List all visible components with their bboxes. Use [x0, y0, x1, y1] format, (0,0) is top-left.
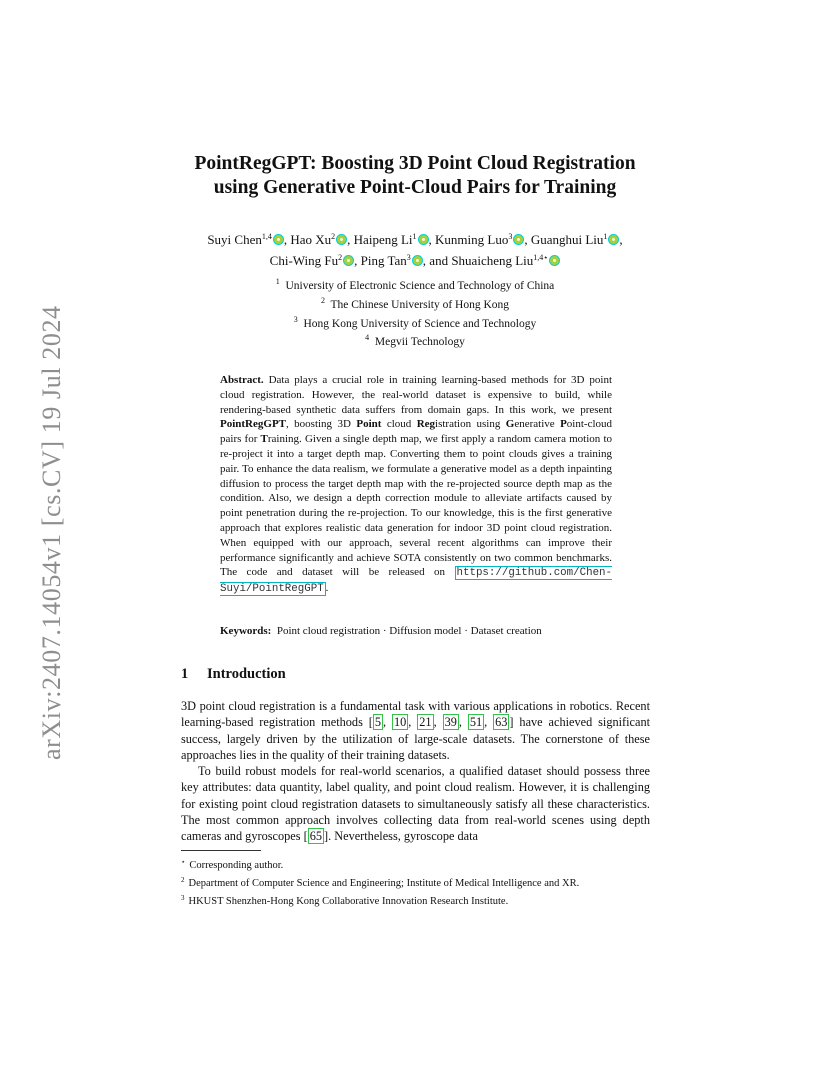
affiliation-name: Hong Kong University of Science and Technology: [303, 317, 537, 330]
paragraph: [181, 763, 650, 844]
abstract-text: oint-cloud pairs for: [220, 418, 613, 446]
affiliation: [160, 294, 670, 313]
acronym-letter: T: [260, 433, 268, 446]
author-name: Ping Tan: [360, 252, 407, 268]
author-affil-sup: 1: [603, 232, 608, 241]
footnote-text: Department of Computer Science and Engineering; Institute of Medical Intelligence and XR.: [188, 878, 580, 889]
author-list: [160, 228, 670, 269]
paragraph-text: To build robust models for real-world scenarios, a qualified dataset should possess three key attributes: data quantity, label quality, and point cloud realism. However, it is challenging for existing point cloud registration datasets to simultaneously satisfy all these characteristics. The most common approach involves collecting data from real-world scenes using depth cameras and gyroscopes [: [181, 764, 650, 844]
citation-link[interactable]: 65: [309, 829, 322, 844]
author-separator: ,: [428, 232, 432, 247]
paragraph: 3D point cloud registration is a fundamental task with various applications in robotics. Recent learning-based registration methods [ 5 , 10 , 21 , 39 , 51 , 63 ] have achieved significant success, largely driven by the utilization of large-scale datasets. The cornerstone of these approaches lies in the quality of their training datasets.: [181, 699, 651, 762]
keywords-list: Point cloud registration · Diffusion model · Dataset creation: [276, 625, 542, 637]
author-name: Guanghui Liu: [530, 232, 604, 247]
footnote-text: HKUST Shenzhen-Hong Kong Collaborative Innovation Research Institute.: [188, 896, 509, 907]
abstract-label: Abstract.: [220, 374, 264, 386]
acronym-letter: Point: [356, 418, 382, 431]
affiliation: [160, 331, 670, 350]
citation-link[interactable]: 63: [495, 715, 508, 730]
citation-link[interactable]: 10: [394, 715, 407, 730]
affiliation-name: University of Electronic Science and Technology of China: [285, 280, 555, 292]
footnote-divider: [181, 850, 261, 851]
paper-title: [160, 152, 670, 200]
author-name: Suyi Chen: [207, 232, 262, 247]
section-number: 1: [181, 666, 189, 682]
author-affil-sup: 3: [406, 252, 411, 262]
affiliation-number: 3: [293, 314, 298, 324]
citation-link[interactable]: 21: [419, 715, 432, 730]
keywords: [220, 624, 612, 639]
author-name: Haipeng Li: [353, 232, 413, 247]
affiliation-name: The Chinese University of Hong Kong: [330, 298, 510, 311]
footnote: [181, 891, 661, 909]
affiliation-name: Megvii Technology: [374, 336, 465, 349]
paragraph-text: ] have achieved significant success, largely driven by the utilization of large-scale datasets. The cornerstone of these approaches lies in the quality of their training datasets.: [181, 715, 651, 762]
author-name: Chi-Wing Fu: [269, 252, 339, 268]
author-separator: ,: [347, 232, 351, 247]
method-name: PointRegGPT: [220, 418, 286, 431]
title-line-1: PointRegGPT: Boosting 3D Point Cloud Registration: [194, 153, 636, 174]
paragraph-text: 3D point cloud registration is a fundamental task with various applications in robotics. Recent learning-based registration methods [: [181, 699, 650, 730]
citation-link[interactable]: 51: [469, 715, 483, 730]
author-separator: ,: [619, 232, 623, 247]
abstract-text: istration using: [435, 418, 506, 431]
author-separator: ,: [524, 232, 528, 247]
orcid-icon[interactable]: [343, 255, 354, 266]
affiliation: [160, 313, 670, 332]
abstract-text: , boosting 3D: [286, 418, 351, 431]
affiliation-number: 2: [320, 295, 325, 305]
orcid-icon[interactable]: [608, 234, 619, 245]
author-affil-sup: 2: [331, 232, 336, 241]
footnote: [181, 855, 661, 873]
affiliation-number: 4: [365, 333, 370, 343]
citation-link[interactable]: 5: [374, 715, 382, 730]
footnote-mark: 2: [181, 876, 185, 884]
orcid-icon[interactable]: [412, 255, 423, 266]
orcid-icon[interactable]: [513, 234, 524, 245]
author-affil-sup: 1,4: [261, 232, 272, 241]
author-affil-sup: 3: [508, 232, 513, 241]
footnotes: [181, 855, 661, 909]
author-line-1: [160, 228, 670, 249]
author-name: Hao Xu: [290, 232, 332, 247]
abstract-text: enerative: [514, 418, 555, 431]
section-heading: [181, 666, 286, 683]
abstract-text: Data plays a crucial role in training learning-based methods for 3D point cloud registration. However, the real-world dataset is expensive to build, while rendering-based synthetic data suffers from domain gaps. In this work, we present: [220, 374, 612, 416]
section-title: Introduction: [207, 666, 286, 682]
footnote: [181, 873, 661, 891]
footnote-mark: 3: [181, 894, 185, 902]
affiliation-number: 1: [275, 277, 280, 286]
abstract-text: Given a single depth map, we first apply a random camera motion to re-project it into a target depth map. Converting them to point clouds gives a training pair. To enhance the data realism, we formulate a generative model as a depth inpainting diffusion to process the target depth map with the re-projected source depth map as the condition. Also, we design a depth correction module to alleviate artifacts caused by point penetration during the re-projection. To our knowledge, this is the first generative approach that explores realistic data generation for indoor 3D point cloud registration. When equipped with our approach, several recent algorithms can improve their performance significantly and achieve SOTA consistently on two common benchmarks. The code and dataset will be released on: [220, 433, 613, 579]
body-text: [181, 698, 650, 845]
affiliation: [160, 275, 670, 294]
author-separator: , and: [422, 252, 449, 268]
author-affil-sup: 1: [412, 232, 417, 241]
orcid-icon[interactable]: [549, 255, 560, 266]
orcid-icon[interactable]: [336, 234, 347, 245]
abstract-text: cloud: [381, 418, 417, 431]
keywords-label: Keywords:: [220, 625, 272, 637]
author-separator: ,: [283, 232, 288, 247]
author-separator: ,: [354, 252, 358, 268]
abstract-text: raining.: [267, 433, 302, 446]
author-line-2: [160, 249, 670, 270]
title-line-2: using Generative Point-Cloud Pairs for Training: [213, 177, 617, 198]
affiliations: [160, 275, 670, 350]
orcid-icon[interactable]: [273, 234, 284, 245]
arxiv-stamp: [18, 295, 66, 760]
code-link[interactable]: https://github.com/Chen-Suyi/PointRegGPT: [220, 567, 613, 596]
footnote-mark: ⋆: [181, 858, 186, 866]
abstract: [220, 373, 612, 597]
arxiv-id: arXiv:2407.14054v1 [cs.CV] 19 Jul 2024: [37, 305, 66, 760]
orcid-icon[interactable]: [418, 234, 429, 245]
author-name: Kunming Luo: [435, 232, 509, 247]
citation-link[interactable]: 39: [444, 715, 457, 730]
author-name: Shuaicheng Liu: [451, 252, 534, 268]
author-affil-sup: 2: [338, 252, 343, 262]
footnote-text: Corresponding author.: [189, 860, 284, 871]
acronym-letter: P: [560, 418, 567, 431]
paragraph-text: ]. Nevertheless, gyroscope data: [323, 829, 478, 844]
acronym-letter: Reg: [416, 418, 436, 431]
abstract-text: .: [325, 582, 329, 595]
acronym-letter: G: [505, 418, 515, 431]
author-affil-sup: 1,4⋆: [533, 252, 549, 262]
